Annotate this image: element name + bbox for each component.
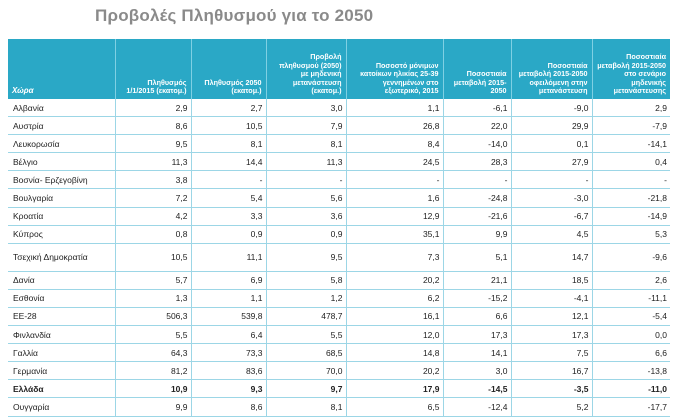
population-2015-cell: 7,2 <box>115 189 191 207</box>
table-row <box>8 117 670 135</box>
migration-change-cell: 18,5 <box>511 271 592 289</box>
foreign-born-cell: 1,6 <box>346 189 443 207</box>
zero-migration-change-cell: - <box>592 171 670 189</box>
zero-migration-cell: 9,7 <box>266 380 346 398</box>
population-2050-cell: 6,4 <box>191 326 266 344</box>
zero-migration-cell: 0,9 <box>266 225 346 243</box>
population-2050-cell: 539,8 <box>191 307 266 325</box>
table-row <box>8 271 670 289</box>
zero-migration-change-cell: 0,4 <box>592 153 670 171</box>
foreign-born-cell: 14,8 <box>346 344 443 362</box>
population-projection-table <box>8 39 670 417</box>
percent-change-cell: -14,5 <box>443 380 511 398</box>
population-2015-cell: 506,3 <box>115 307 191 325</box>
migration-change-cell: 17,3 <box>511 326 592 344</box>
zero-migration-change-cell: -17,7 <box>592 398 670 416</box>
population-2015-cell: 5,5 <box>115 326 191 344</box>
column-header-zero-migration-projection: Προβολή πληθυσμού (2050) με μηδενική μετανάστευση (εκατομ.) <box>266 39 346 99</box>
foreign-born-cell: 7,3 <box>346 243 443 271</box>
zero-migration-change-cell: -14,9 <box>592 207 670 225</box>
foreign-born-cell: 20,2 <box>346 271 443 289</box>
column-header-country: Χώρα <box>8 39 115 99</box>
zero-migration-cell: 68,5 <box>266 344 346 362</box>
zero-migration-change-cell: -13,8 <box>592 362 670 380</box>
zero-migration-cell: 3,6 <box>266 207 346 225</box>
percent-change-cell: -12,4 <box>443 398 511 416</box>
population-2015-cell: 10,5 <box>115 243 191 271</box>
foreign-born-cell: 6,5 <box>346 398 443 416</box>
zero-migration-cell: 478,7 <box>266 307 346 325</box>
country-cell: Τσεχική Δημοκρατία <box>8 243 115 271</box>
country-cell: Γαλλία <box>8 344 115 362</box>
migration-change-cell: 16,7 <box>511 362 592 380</box>
country-cell: Εσθονία <box>8 289 115 307</box>
foreign-born-cell: 17,9 <box>346 380 443 398</box>
population-2015-cell: 11,3 <box>115 153 191 171</box>
migration-change-cell: -4,1 <box>511 289 592 307</box>
percent-change-cell: -24,8 <box>443 189 511 207</box>
migration-change-cell: -3,0 <box>511 189 592 207</box>
zero-migration-change-cell: -11,1 <box>592 289 670 307</box>
country-cell: Γερμανία <box>8 362 115 380</box>
population-2050-cell: 3,3 <box>191 207 266 225</box>
page-title: Προβολές Πληθυσμού για το 2050 <box>95 6 374 25</box>
population-2050-cell: 73,3 <box>191 344 266 362</box>
migration-change-cell: 7,5 <box>511 344 592 362</box>
zero-migration-cell: 5,6 <box>266 189 346 207</box>
zero-migration-cell: 5,5 <box>266 326 346 344</box>
zero-migration-cell: 8,1 <box>266 398 346 416</box>
population-2015-cell: 9,9 <box>115 398 191 416</box>
table-row <box>8 207 670 225</box>
table-row <box>8 344 670 362</box>
population-2050-cell: 6,9 <box>191 271 266 289</box>
population-2015-cell: 64,3 <box>115 344 191 362</box>
country-cell: Δανία <box>8 271 115 289</box>
table-row <box>8 307 670 325</box>
country-cell: Κύπρος <box>8 225 115 243</box>
migration-change-cell: 0,1 <box>511 135 592 153</box>
table-row <box>8 99 670 117</box>
column-header-change-due-to-migration: Ποσοστιαία μεταβολή 2015-2050 οφειλόμενη στην μετανάστευση <box>511 39 592 99</box>
percent-change-cell: - <box>443 171 511 189</box>
zero-migration-cell: 1,2 <box>266 289 346 307</box>
column-header-percent-change: Ποσοστιαία μεταβολή 2015-2050 <box>443 39 511 99</box>
foreign-born-cell: 1,1 <box>346 99 443 117</box>
zero-migration-cell: - <box>266 171 346 189</box>
migration-change-cell: 12,1 <box>511 307 592 325</box>
foreign-born-cell: - <box>346 171 443 189</box>
table-row <box>8 153 670 171</box>
zero-migration-change-cell: -7,9 <box>592 117 670 135</box>
percent-change-cell: -21,6 <box>443 207 511 225</box>
country-cell: Αλβανία <box>8 99 115 117</box>
zero-migration-change-cell: 5,3 <box>592 225 670 243</box>
zero-migration-cell: 8,1 <box>266 135 346 153</box>
percent-change-cell: 22,0 <box>443 117 511 135</box>
population-2050-cell: - <box>191 171 266 189</box>
zero-migration-cell: 5,8 <box>266 271 346 289</box>
population-2050-cell: 10,5 <box>191 117 266 135</box>
foreign-born-cell: 35,1 <box>346 225 443 243</box>
country-cell: Βοσνία- Ερζεγοβίνη <box>8 171 115 189</box>
foreign-born-cell: 20,2 <box>346 362 443 380</box>
percent-change-cell: 28,3 <box>443 153 511 171</box>
percent-change-cell: 6,6 <box>443 307 511 325</box>
percent-change-cell: -15,2 <box>443 289 511 307</box>
foreign-born-cell: 6,2 <box>346 289 443 307</box>
population-2050-cell: 8,6 <box>191 398 266 416</box>
foreign-born-cell: 12,0 <box>346 326 443 344</box>
zero-migration-change-cell: 6,6 <box>592 344 670 362</box>
foreign-born-cell: 16,1 <box>346 307 443 325</box>
migration-change-cell: 27,9 <box>511 153 592 171</box>
population-2050-cell: 5,4 <box>191 189 266 207</box>
migration-change-cell: -3,5 <box>511 380 592 398</box>
percent-change-cell: 5,1 <box>443 243 511 271</box>
migration-change-cell: 5,2 <box>511 398 592 416</box>
population-2015-cell: 8,6 <box>115 117 191 135</box>
population-2050-cell: 14,4 <box>191 153 266 171</box>
zero-migration-cell: 70,0 <box>266 362 346 380</box>
population-2015-cell: 2,9 <box>115 99 191 117</box>
zero-migration-cell: 7,9 <box>266 117 346 135</box>
percent-change-cell: 17,3 <box>443 326 511 344</box>
table-row <box>8 135 670 153</box>
zero-migration-cell: 3,0 <box>266 99 346 117</box>
population-2015-cell: 81,2 <box>115 362 191 380</box>
percent-change-cell: 14,1 <box>443 344 511 362</box>
foreign-born-cell: 12,9 <box>346 207 443 225</box>
zero-migration-cell: 9,5 <box>266 243 346 271</box>
foreign-born-cell: 24,5 <box>346 153 443 171</box>
country-cell: Βέλγιο <box>8 153 115 171</box>
percent-change-cell: -6,1 <box>443 99 511 117</box>
country-cell: Κροατία <box>8 207 115 225</box>
migration-change-cell: 14,7 <box>511 243 592 271</box>
percent-change-cell: 21,1 <box>443 271 511 289</box>
zero-migration-change-cell: -21,8 <box>592 189 670 207</box>
population-2050-cell: 1,1 <box>191 289 266 307</box>
table-row <box>8 362 670 380</box>
column-header-population-2015: Πληθυσμός 1/1/2015 (εκατομ.) <box>115 39 191 99</box>
migration-change-cell: 29,9 <box>511 117 592 135</box>
population-2015-cell: 3,8 <box>115 171 191 189</box>
zero-migration-change-cell: -5,4 <box>592 307 670 325</box>
population-2015-cell: 10,9 <box>115 380 191 398</box>
zero-migration-change-cell: 2,6 <box>592 271 670 289</box>
percent-change-cell: 9,9 <box>443 225 511 243</box>
zero-migration-change-cell: 2,9 <box>592 99 670 117</box>
table-row <box>8 225 670 243</box>
country-cell: Λευκορωσία <box>8 135 115 153</box>
country-cell: Βουλγαρία <box>8 189 115 207</box>
population-2050-cell: 11,1 <box>191 243 266 271</box>
population-2015-cell: 5,7 <box>115 271 191 289</box>
population-2050-cell: 2,7 <box>191 99 266 117</box>
table-row <box>8 171 670 189</box>
migration-change-cell: 4,5 <box>511 225 592 243</box>
percent-change-cell: -14,0 <box>443 135 511 153</box>
table-row <box>8 398 670 416</box>
population-2015-cell: 4,2 <box>115 207 191 225</box>
population-2050-cell: 8,1 <box>191 135 266 153</box>
table-row <box>8 289 670 307</box>
table-row <box>8 380 670 398</box>
foreign-born-cell: 8,4 <box>346 135 443 153</box>
table-row <box>8 243 670 271</box>
zero-migration-change-cell: -9,6 <box>592 243 670 271</box>
table-body <box>8 99 670 416</box>
population-2015-cell: 9,5 <box>115 135 191 153</box>
zero-migration-change-cell: 0,0 <box>592 326 670 344</box>
country-cell: Αυστρία <box>8 117 115 135</box>
country-cell: Φινλανδία <box>8 326 115 344</box>
migration-change-cell: -6,7 <box>511 207 592 225</box>
migration-change-cell: -9,0 <box>511 99 592 117</box>
zero-migration-change-cell: -14,1 <box>592 135 670 153</box>
table-row <box>8 326 670 344</box>
percent-change-cell: 3,0 <box>443 362 511 380</box>
header-row <box>8 39 670 99</box>
migration-change-cell: - <box>511 171 592 189</box>
population-2050-cell: 0,9 <box>191 225 266 243</box>
table-row <box>8 189 670 207</box>
country-cell: Ελλάδα <box>8 380 115 398</box>
country-cell: Ουγγαρία <box>8 398 115 416</box>
population-2050-cell: 9,3 <box>191 380 266 398</box>
population-2015-cell: 1,3 <box>115 289 191 307</box>
country-cell: ΕΕ-28 <box>8 307 115 325</box>
column-header-change-zero-migration: Ποσοστιαία μεταβολή 2015-2050 στο σενάριο μηδενικής μετανάστευσης <box>592 39 670 99</box>
population-2015-cell: 0,8 <box>115 225 191 243</box>
foreign-born-cell: 26,8 <box>346 117 443 135</box>
column-header-population-2050: Πληθυσμός 2050 (εκατομ.) <box>191 39 266 99</box>
zero-migration-change-cell: -11,0 <box>592 380 670 398</box>
population-2050-cell: 83,6 <box>191 362 266 380</box>
column-header-foreign-born-share: Ποσοστό μόνιμων κατοίκων ηλικίας 25-39 γεννημένων στο εξωτερικό, 2015 <box>346 39 443 99</box>
zero-migration-cell: 11,3 <box>266 153 346 171</box>
